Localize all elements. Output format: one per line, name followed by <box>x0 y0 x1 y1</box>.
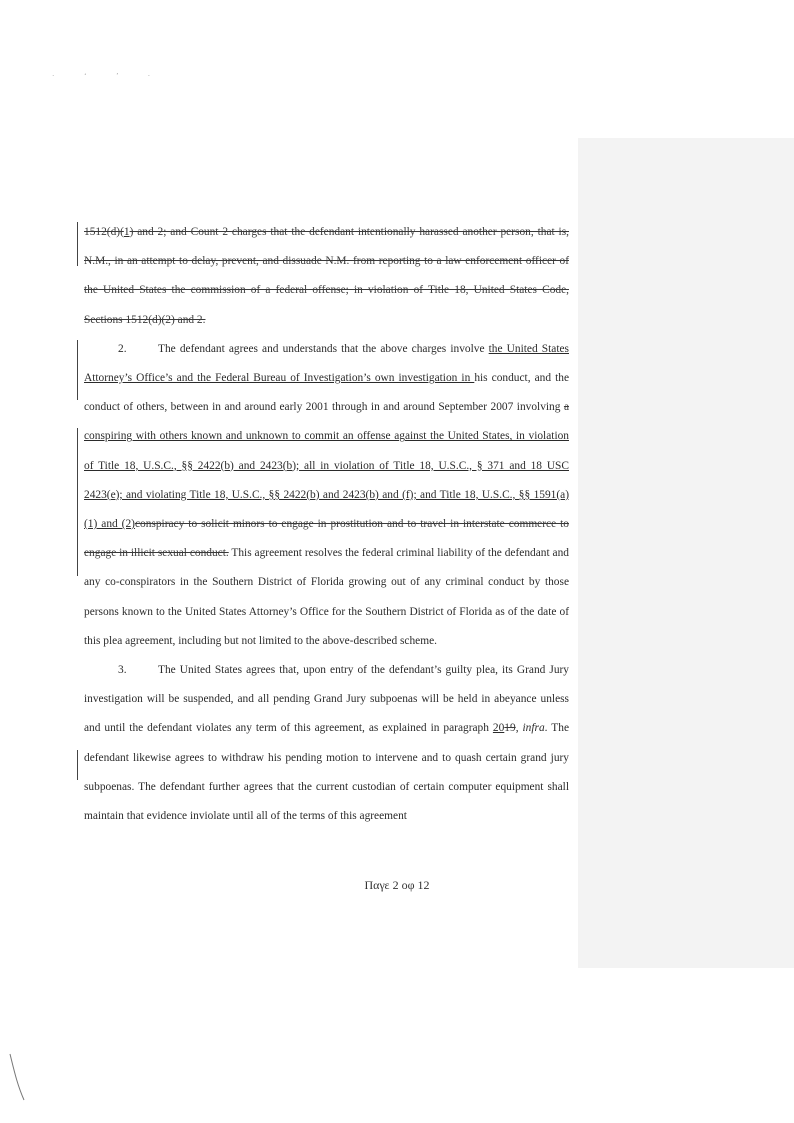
body-text-run: . The defendant likewise agrees to withdraw his pending motion to intervene and to quash certain grand jury subpoenas. The defendant further agrees that the current custodian of certain computer equipment shall maintain that evidence inviolate until all of the terms of this agreement <box>84 722 569 823</box>
deleted-text: 19 <box>504 722 516 735</box>
paragraph-3 <box>84 656 569 831</box>
scan-specks: · ‘ ’ · <box>52 72 165 80</box>
inserted-text: 1 <box>123 226 130 238</box>
paragraph-continuation <box>84 218 569 335</box>
body-text-run: This agreement resolves the federal criminal liability of the defendant and any co-conspirators in the Southern District of Florida growing out of any criminal conduct by those persons known to the United States Attorney’s Office for the Southern District of Florida as of the date of this plea agreement, including but not limited to the above-described scheme. <box>84 547 569 647</box>
scan-shadow <box>578 138 794 968</box>
body-text-run: his conduct, and the conduct of others, between in and around early 2001 through in and around September 2007 involving <box>84 372 569 414</box>
body-text <box>84 218 569 831</box>
revision-bar <box>77 222 78 266</box>
paragraph-number: 3. <box>118 664 127 677</box>
edge-mark <box>8 1052 28 1102</box>
body-text-run: , <box>515 722 523 735</box>
deleted-text: conspiracy to solicit minors to engage in prostitution and to travel in interstate commerce to engage in illicit sexual conduct. <box>84 518 569 560</box>
body-text-run: The defendant agrees and understands that the above charges involve <box>158 342 489 355</box>
body-text-run: The United States agrees that, upon entry of the defendant’s guilty plea, its Grand Jury investigation will be suspended, and all pending Grand Jury subpoenas will be held in abeyance unless and until the defendant violates any term of this agreement, as explained in paragraph <box>84 664 569 735</box>
revision-bar <box>77 750 78 780</box>
page-footer: Παγε 2 οφ 12 <box>364 878 430 892</box>
inserted-text: 20 <box>492 722 505 735</box>
deleted-text: ) and 2; and Count 2 charges that the defendant intentionally harassed another person, that is, N.M., in an attempt to delay, prevent, and dissuade N.M. from reporting to a law enforcement officer of the United States the commission of a federal offense; in violation of Title 18, United States Code, Sections 1512(d)(2) and 2. <box>84 226 569 326</box>
paragraph-2 <box>84 335 569 656</box>
inserted-text: the United States Attorney’s Office’s and the Federal Bureau of Investigation’s own investigation in <box>84 342 569 385</box>
paragraph-number: 2. <box>118 342 127 355</box>
deleted-text: a <box>563 401 569 414</box>
revision-bar <box>77 428 78 576</box>
inserted-text: conspiring with others known and unknown to commit an offense against the United States, in violation of Title 18, U.S.C., §§ 2422(b) and 2423(b); all in violation of Title 18, U.S.C., § 371 and 18 USC 2423(e); and violating Title 18, U.S.C., §§ 2422(b) and 2423(b) and (f); and Title 18, U.S.C., §§ 1591(a)(1) and (2) <box>84 430 569 531</box>
deleted-text: 1512(d)( <box>84 226 124 238</box>
italic-text: infra <box>522 722 545 735</box>
revision-bar <box>77 340 78 400</box>
